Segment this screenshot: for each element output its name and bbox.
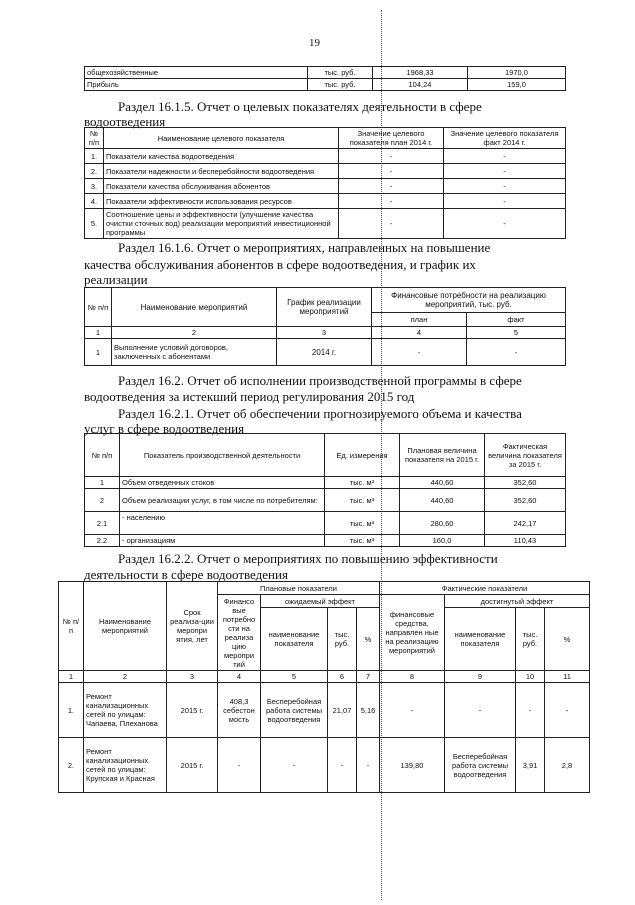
cell: - [328,738,357,793]
cell: 4 [372,327,467,339]
cell: 2. [85,164,104,179]
cell: - [444,209,566,239]
col-header: Наименование мероприятий [112,288,277,327]
table-header-row [85,434,566,477]
cell: 3. [85,179,104,194]
row-name: общехозяйственные [85,67,308,79]
cell: 8 [380,671,445,683]
cell: Бесперебойная работа системы водоотведения [445,738,516,793]
cell: 5 [467,327,566,339]
col-header: Ед. измерения [325,434,400,477]
page-number: 19 [309,37,320,49]
col-header: факт [467,312,566,326]
cell: 1 [85,477,120,489]
cell: Объем реализации услуг, в том числе по потребителям: [120,489,325,512]
col-header: Срок реализа-ции меропри ятия, лет [167,582,218,671]
row-fact: 159,0 [468,79,566,91]
table-header-row [85,128,566,149]
table-row [85,512,566,535]
cell: Бесперебойная работа системы водоотведения [261,683,328,738]
col-header: наименование показателя [261,608,328,671]
heading-line: реализации [84,272,148,287]
production-indicators-table [84,433,566,547]
cell: 1. [59,683,84,738]
col-header: Фактическая величина показателя за 2015 г. [485,434,566,477]
row-plan: 104,24 [373,79,468,91]
cell: - [339,164,444,179]
cell: 280,60 [400,512,485,535]
col-header: Наименование целевого показателя [104,128,339,149]
cell: Показатели качества обслуживания абонентов [104,179,339,194]
heading-line: Раздел 16.1.5. Отчет о целевых показателях деятельности в сфере [118,99,482,114]
col-header: № п/ п [59,582,84,671]
col-header: Показатель производственной деятельности [120,434,325,477]
table-number-row [85,327,566,339]
cell: 2 [84,671,167,683]
cell: - [339,209,444,239]
col-header: % [545,608,590,671]
cell: Объем отведенных стоков [120,477,325,489]
table-header-row [85,288,566,313]
table-row [85,535,566,547]
service-measures-table [84,287,566,366]
cell: 1 [85,327,112,339]
cell: 2 [85,489,120,512]
cell: Показатели эффективности использования ресурсов [104,194,339,209]
section-16-1-5-heading [118,99,566,114]
cell: 2.1 [85,512,120,535]
cell: 440,60 [400,489,485,512]
row-plan: 1968,33 [373,67,468,79]
cell: 10 [516,671,545,683]
cell: 2,8 [545,738,590,793]
cell: - [444,194,566,209]
table-number-row [59,671,590,683]
cell: Показатели качества водоотведения [104,149,339,164]
col-header: № п/п [85,128,104,149]
cell: 21,07 [328,683,357,738]
col-header: График реализации мероприятий [277,288,372,327]
cell: - [444,149,566,164]
cell: тыс. м³ [325,535,400,547]
col-header: финансовые средства, направлен ные на реализацию мероприятий [380,595,445,671]
row-fact: 1970,0 [468,67,566,79]
col-header: Значение целевого показателя факт 2014 г. [444,128,566,149]
col-header: план [372,312,467,326]
cell: 2 [112,327,277,339]
section-16-2-2-heading: Раздел 16.2.2. Отчет о мероприятиях по повышению эффективности [118,551,498,566]
table-row [85,339,566,366]
cell: - населению [120,512,325,535]
cell: 3 [167,671,218,683]
cell: Ремонт канализационных сетей по улицам: Крупская и Красная [84,738,167,793]
cell: 352,60 [485,477,566,489]
table-row [85,194,566,209]
col-header: % [357,608,380,671]
cell: 3,91 [516,738,545,793]
cell: - [339,194,444,209]
cell: 2015 г. [167,683,218,738]
col-header: Плановые показатели [218,582,380,595]
col-header: тыс. руб. [328,608,357,671]
cell: 2015 г. [167,738,218,793]
cell: 5,16 [357,683,380,738]
cell: - [445,683,516,738]
cell: - [218,738,261,793]
col-header: тыс. руб. [516,608,545,671]
cell: - [444,179,566,194]
cell: - [444,164,566,179]
cell: 2. [59,738,84,793]
cell: - [545,683,590,738]
top-continuation-table [84,66,566,91]
cell: 2014 г. [277,339,372,366]
cell: 352,60 [485,489,566,512]
cell: - [372,339,467,366]
table-row [85,179,566,194]
target-indicators-table [84,127,566,239]
cell: 160,0 [400,535,485,547]
row-unit: тыс. руб. [308,79,373,91]
col-header: Фактические показатели [380,582,590,595]
cell: 1. [85,149,104,164]
cell: 9 [445,671,516,683]
cell: 139,80 [380,738,445,793]
heading-line: услуг в сфере водоотведения [84,421,245,436]
table-row [85,477,566,489]
cell: 110,43 [485,535,566,547]
section-16-1-6-heading: Раздел 16.1.6. Отчет о мероприятиях, направленных на повышение [118,240,491,255]
table-row [85,67,566,79]
efficiency-measures-table [58,581,590,793]
cell: 1 [85,339,112,366]
cell: - [467,339,566,366]
heading-line: качества обслуживания абонентов в сфере водоотведения, и график их [84,257,476,272]
heading-line: деятельности в сфере водоотведения [84,567,288,582]
cell: Выполнение условий договоров, заключенных с абонентами [112,339,277,366]
cell: 5 [261,671,328,683]
cell: тыс. м³ [325,489,400,512]
cell: 408,3 себестон мость [218,683,261,738]
col-header: № п/п [85,434,120,477]
col-header: ожидаемый эффект [261,595,380,608]
cell: - [339,149,444,164]
table-row [85,209,566,239]
col-header: Финансо вые потребно сти на реализа цию меропри тий [218,595,261,671]
section-16-2-heading: Раздел 16.2. Отчет об исполнении производственной программы в сфере [118,373,522,388]
col-header: Плановая величина показателя на 2015 г. [400,434,485,477]
section-16-2-1-heading: Раздел 16.2.1. Отчет об обеспечении прогнозируемого объема и качества [118,406,522,421]
cell: 7 [357,671,380,683]
cell: 3 [277,327,372,339]
row-unit: тыс. руб. [308,67,373,79]
table-row [85,79,566,91]
col-header: наименование показателя [445,608,516,671]
cell: тыс. м³ [325,512,400,535]
cell: - [357,738,380,793]
table-row [85,489,566,512]
row-name: Прибыль [85,79,308,91]
cell: 6 [328,671,357,683]
col-header: Значение целевого показателя план 2014 г. [339,128,444,149]
cell: - [516,683,545,738]
cell: - [380,683,445,738]
col-header: достигнутый эффект [445,595,590,608]
cell: 11 [545,671,590,683]
cell: тыс. м³ [325,477,400,489]
cell: Показатели надежности и бесперебойности водоотведения [104,164,339,179]
cell: 4 [218,671,261,683]
cell: - организациям [120,535,325,547]
table-header-row [59,582,590,595]
col-header: Наименование мероприятий [84,582,167,671]
cell: 2.2 [85,535,120,547]
col-header: № п/п [85,288,112,327]
cell: Ремонт канализационных сетей по улицам: Чапаева, Плеханова [84,683,167,738]
heading-line: водоотведения за истекший период регулирования 2015 год [84,389,415,404]
cell: 440,60 [400,477,485,489]
heading-line: водоотведения [84,114,166,129]
cell: - [261,738,328,793]
cell: Соотношение цены и эффективности (улучшение качества очистки сточных вод) реализации мероприятий инвестиционной программы [104,209,339,239]
cell: 5. [85,209,104,239]
cell: 1 [59,671,84,683]
table-row [59,738,590,793]
table-row [85,149,566,164]
table-row [85,164,566,179]
col-header: Финансовые потребности на реализацию мероприятий, тыс. руб. [372,288,566,313]
table-row [59,683,590,738]
cell: 4. [85,194,104,209]
cell: 242,17 [485,512,566,535]
cell: - [339,179,444,194]
